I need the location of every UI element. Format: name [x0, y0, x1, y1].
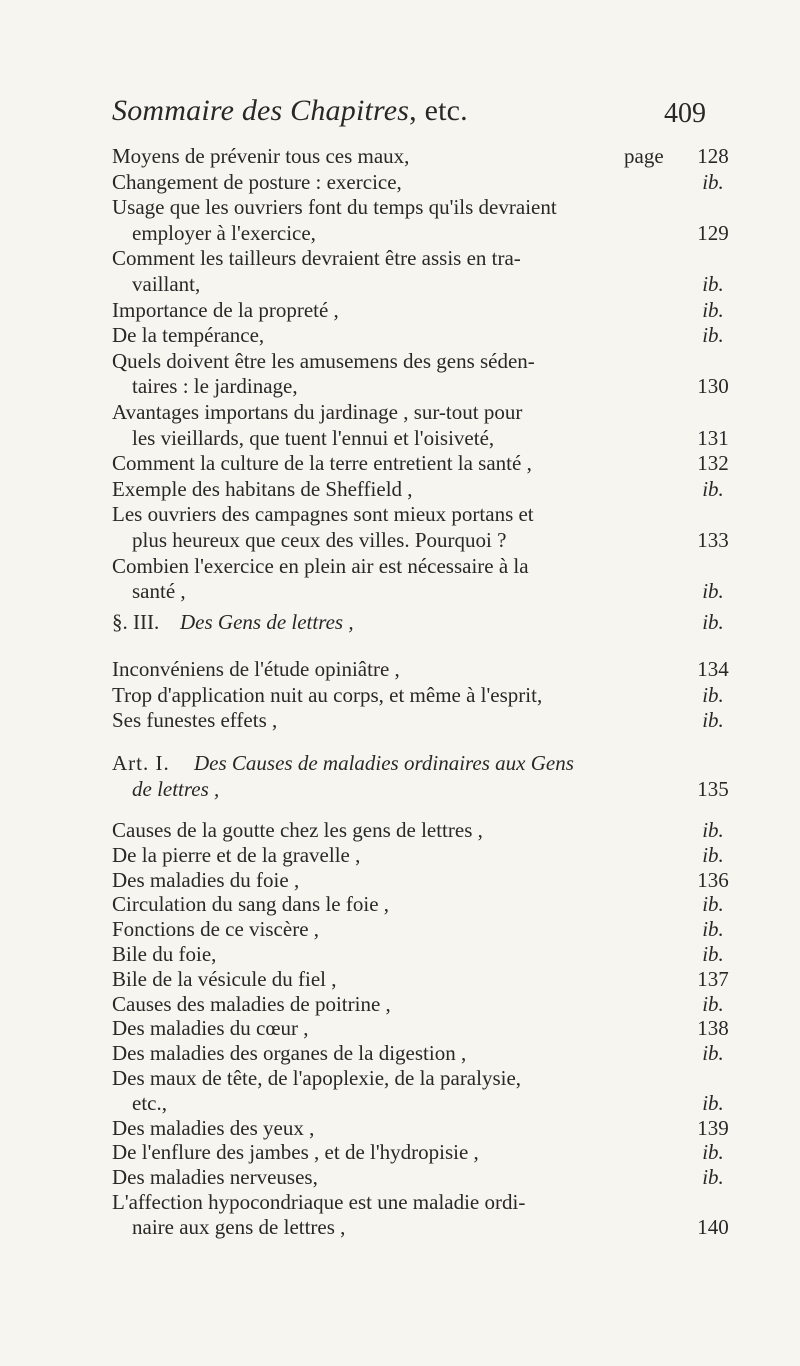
toc-entry [0, 297, 800, 323]
toc-entry [0, 322, 800, 348]
toc-entry [0, 842, 800, 868]
entry-page-ref: 130 [697, 374, 729, 399]
entry-page-ref: 136 [697, 867, 729, 892]
entry-page-ref: ib. [702, 169, 724, 194]
toc-entry [0, 527, 800, 553]
entry-text: Bile du foie, [112, 942, 217, 966]
page-label: page [624, 144, 664, 168]
toc-entry [0, 450, 800, 476]
entry-text: plus heureux que ceux des villes. Pourquoi ? [132, 528, 507, 552]
article-heading [0, 750, 800, 776]
header-etc: , etc. [409, 94, 468, 127]
entry-text: taires : le jardinage, [132, 374, 298, 399]
toc-entry [0, 817, 800, 843]
entry-text: Ses funestes effets , [112, 708, 278, 732]
entry-page-ref: ib. [702, 708, 724, 732]
toc-entry [0, 143, 800, 169]
toc-entry [0, 373, 800, 399]
entry-page-ref: 134 [697, 657, 729, 681]
toc-entry [0, 656, 800, 682]
entry-text: santé , [132, 579, 186, 604]
entry-page-ref: ib. [702, 1041, 724, 1066]
toc-entry [0, 1015, 800, 1041]
toc-entry [0, 1040, 800, 1066]
entry-page-ref: ib. [702, 991, 724, 1016]
section-prefix: §. III. [112, 610, 160, 634]
entry-text: Avantages importans du jardinage , sur-tout pour [112, 400, 523, 424]
entry-page-ref: ib. [702, 1165, 724, 1190]
entry-page-ref: 139 [697, 1115, 729, 1140]
toc-entry [0, 682, 800, 708]
entry-text: etc., [132, 1090, 167, 1115]
entry-text: Des maladies des yeux , [112, 1115, 315, 1140]
toc-entry [0, 991, 800, 1017]
entry-text: Les ouvriers des campagnes sont mieux portans et [112, 502, 534, 527]
toc-entry [0, 941, 800, 967]
toc-entry [0, 1090, 800, 1116]
entry-text: Quels doivent être les amusemens des gens séden- [112, 348, 535, 373]
toc-entry [0, 707, 800, 733]
article-prefix: Art. I. [112, 751, 170, 775]
toc-entry [0, 399, 800, 425]
entry-text: employer à l'exercice, [132, 220, 316, 245]
section-page-ref: ib. [702, 610, 724, 634]
entry-page-ref: ib. [702, 1090, 724, 1115]
entry-page-ref: ib. [702, 1140, 724, 1165]
entry-text: Exemple des habitans de Sheffield , [112, 476, 413, 501]
entry-page-ref: 137 [697, 966, 729, 991]
entry-page-ref: 133 [697, 528, 729, 552]
running-header [112, 92, 706, 138]
toc-entry [0, 1139, 800, 1165]
entry-page-ref: 132 [697, 451, 729, 476]
entry-text: Des maladies nerveuses, [112, 1165, 318, 1190]
toc-entry [0, 425, 800, 451]
entry-page-ref: 131 [697, 425, 729, 450]
entry-text: Comment les tailleurs devraient être assis en tra- [112, 246, 521, 271]
entry-page-ref: ib. [702, 579, 724, 604]
entry-page-ref: ib. [702, 476, 724, 501]
toc-entry [0, 501, 800, 527]
entry-page-ref: ib. [702, 917, 724, 942]
entry-page-ref: ib. [702, 297, 724, 322]
section-title: Des Gens de lettres , [180, 610, 354, 634]
entry-page-ref: ib. [702, 892, 724, 917]
entry-text: Trop d'application nuit au corps, et même à l'esprit, [112, 682, 543, 707]
entry-text: Causes de la goutte chez les gens de lettres , [112, 818, 483, 842]
entry-page-ref: 128 [697, 144, 729, 168]
entry-text: Fonctions de ce viscère , [112, 917, 320, 942]
entry-page-ref: 138 [697, 1016, 729, 1041]
entry-text: naire aux gens de lettres , [132, 1214, 346, 1239]
entry-page-ref: ib. [702, 272, 724, 296]
article-title: Des Causes de maladies ordinaires aux Gens [194, 751, 574, 775]
toc-entry [0, 867, 800, 893]
entry-text: Des maladies du foie , [112, 867, 300, 892]
toc-entry [0, 348, 800, 374]
entry-text: Importance de la propreté , [112, 297, 339, 322]
toc-entry [0, 891, 800, 917]
entry-text: De la tempérance, [112, 323, 265, 348]
entry-text: Changement de posture : exercice, [112, 169, 402, 194]
page-number: 409 [664, 98, 706, 129]
header-title [112, 94, 468, 128]
entry-text: Des maux de tête, de l'apoplexie, de la paralysie, [112, 1066, 522, 1090]
entry-page-ref: ib. [702, 323, 724, 348]
entry-text: De l'enflure des jambes , et de l'hydropisie , [112, 1140, 479, 1165]
article-title-cont: de lettres , [132, 777, 220, 801]
toc-entry [0, 578, 800, 604]
entry-text: Circulation du sang dans le foie , [112, 892, 390, 917]
toc-entry [0, 245, 800, 271]
toc-entry [0, 1065, 800, 1091]
entry-text: Usage que les ouvriers font du temps qu'ils devraient [112, 195, 557, 220]
article-page-ref: 135 [697, 777, 729, 801]
entry-page-ref: ib. [702, 942, 724, 966]
toc-entry [0, 1115, 800, 1141]
entry-text: Combien l'exercice en plein air est nécessaire à la [112, 553, 529, 578]
toc-entry [0, 220, 800, 246]
entry-page-ref: 129 [697, 220, 729, 245]
entry-page-ref: ib. [702, 818, 724, 842]
entry-text: Des maladies des organes de la digestion , [112, 1041, 467, 1066]
article-heading-cont [0, 776, 800, 802]
entry-text: Moyens de prévenir tous ces maux, [112, 144, 410, 168]
toc-entry [0, 169, 800, 195]
entry-text: De la pierre et de la gravelle , [112, 842, 361, 867]
toc-entry [0, 194, 800, 220]
toc-entry [0, 966, 800, 992]
toc-entry [0, 553, 800, 579]
entry-text: les vieillards, que tuent l'ennui et l'oisiveté, [132, 425, 495, 450]
entry-text: Comment la culture de la terre entretient la santé , [112, 451, 532, 476]
entry-page-ref: 140 [697, 1214, 729, 1239]
entry-text: Des maladies du cœur , [112, 1016, 309, 1041]
toc-entry [0, 1164, 800, 1190]
toc-entry [0, 271, 800, 297]
entry-page-ref: ib. [702, 682, 724, 707]
section-heading [0, 609, 800, 635]
toc-entry [0, 1189, 800, 1215]
toc-entry [0, 916, 800, 942]
entry-text: L'affection hypocondriaque est une maladie ordi- [112, 1190, 526, 1214]
entry-text: vaillant, [132, 272, 201, 296]
entry-text: Bile de la vésicule du fiel , [112, 966, 337, 991]
toc-entry [0, 476, 800, 502]
entry-page-ref: ib. [702, 842, 724, 867]
entry-text: Causes des maladies de poitrine , [112, 991, 391, 1016]
entry-text: Inconvéniens de l'étude opiniâtre , [112, 657, 400, 681]
toc-entry [0, 1214, 800, 1240]
header-title-text: Sommaire des Chapitres [112, 94, 410, 127]
